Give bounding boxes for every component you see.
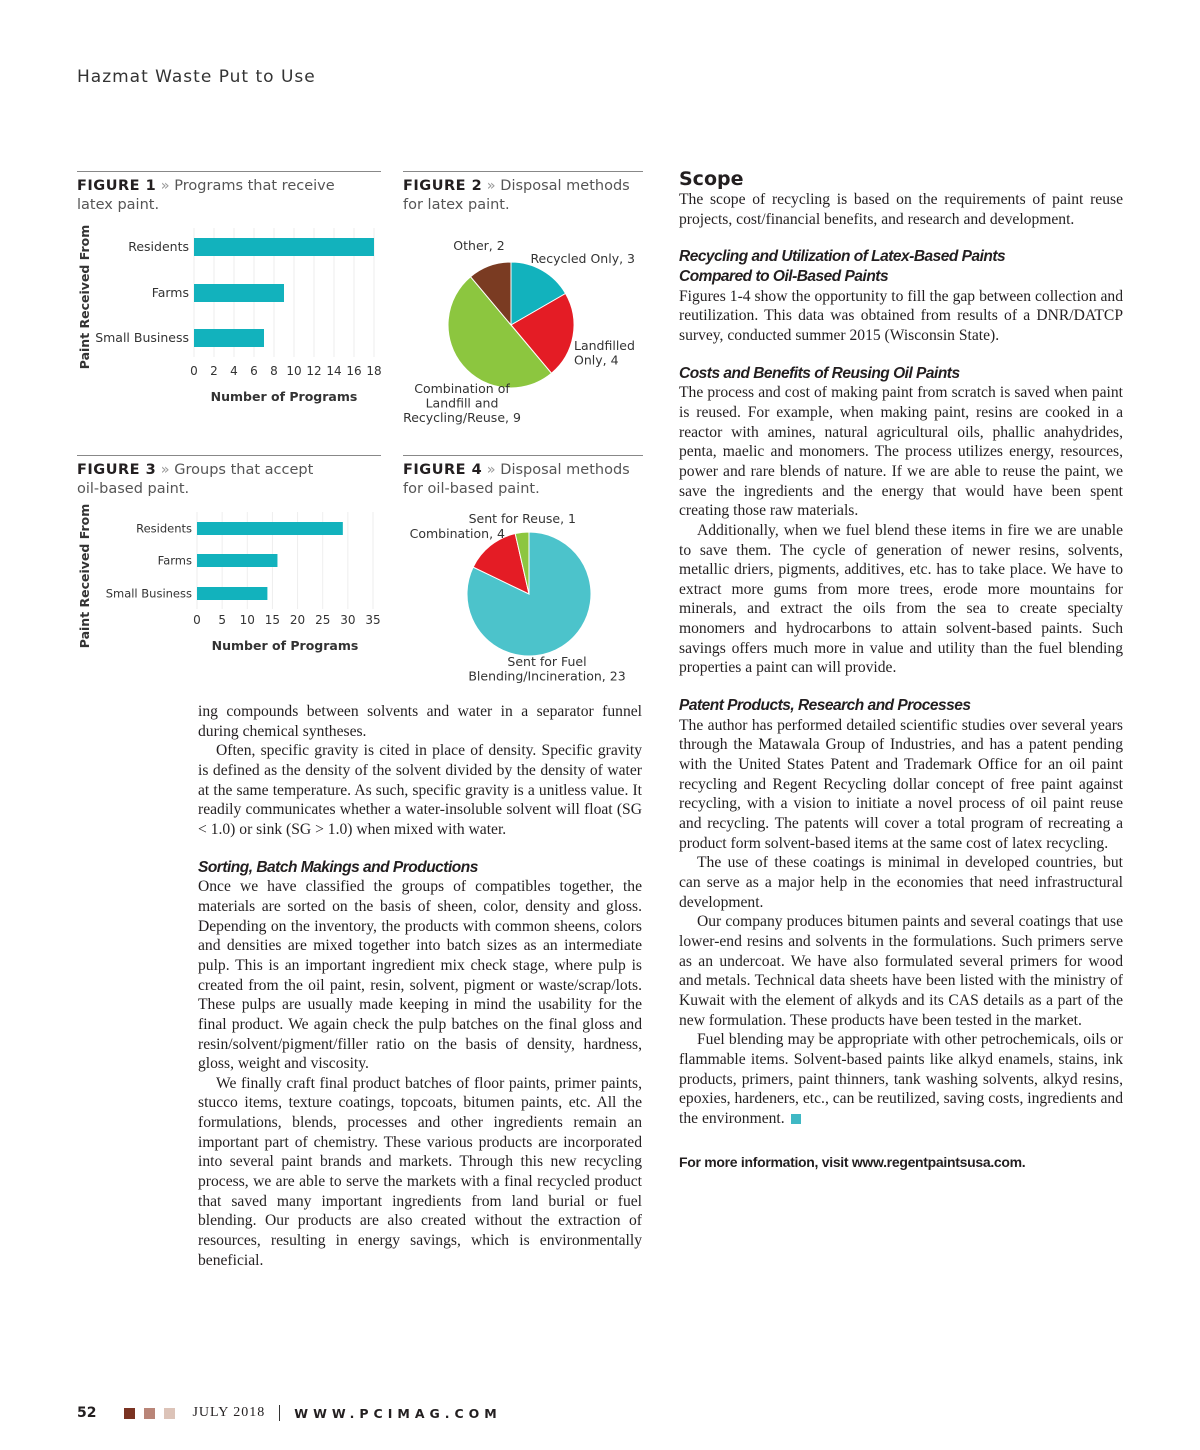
paragraph [679,1030,1123,1128]
slice-label: Combination, 4 [409,526,505,541]
x-tick-label: 16 [346,364,362,378]
paragraph: The use of these coatings is minimal in developed countries, but can serve as a major help in the economies that need infrastructural development. [679,854,1123,911]
x-tick-label: 2 [210,364,218,378]
category-label: Residents [128,239,189,254]
x-tick-label: 0 [190,364,198,378]
x-axis-title: Number of Programs [211,638,359,653]
figure-caption-text: Disposal methods for oil-based paint. [403,462,630,497]
paragraph: The scope of recycling is based on the requirements of paint reuse projects, cost/financial benefits, and research and development. [679,191,1123,228]
x-axis-title: Number of Programs [210,389,358,404]
x-tick-label: 0 [193,613,201,627]
chevron-icon: » [160,178,170,194]
figure-label: FIGURE 2 [403,178,483,194]
decorative-square-icon [164,1408,175,1419]
paragraph: We finally craft final product batches of floor paints, primer paints, stucco items, texture coatings, topcoats, bitumen paints, etc. All the formulations, blends, processes and other ingredients remain an important part of chemistry. These various products are incorporated into several paint brands and markets. Through this new recycling process, we are able to serve the markets with a final recycled product that saved many important ingredients from land burial or fuel blending. Our products are also created without the extraction of resources, resulting in energy savings, which is environmentally beneficial. [198,1074,642,1269]
slice-label: Only, 4 [574,352,619,368]
chevron-icon: » [486,178,496,194]
x-tick-label: 15 [264,613,281,627]
chevron-icon: » [486,462,496,478]
slice-label: Recycling/Reuse, 9 [403,410,521,425]
subheading: Costs and Benefits of Reusing Oil Paints [679,364,960,382]
x-tick-label: 8 [270,364,278,378]
y-axis-title: Paint Received From [77,503,92,649]
x-tick-label: 14 [326,364,342,378]
figure-caption-text: Disposal methods for latex paint. [403,178,630,213]
category-label: Farms [151,285,189,300]
x-tick-label: 18 [366,364,382,378]
section-title: Scope [679,168,744,190]
subheading [679,247,1123,286]
x-tick-label: 30 [340,613,356,627]
x-tick-label: 6 [250,364,258,378]
paragraph-text: Fuel blending may be appropriate with other petrochemicals, oils or flammable items. Solvent-based paints like alkyd enamels, stains, ink products, primers, paint thinners, tank washing solvents, alkyd resins, epoxies, hardeners, etc., can be reutilized, saving costs, ingredients and the environment. [679,1031,1123,1127]
slice-label: Other, 2 [453,238,505,253]
subheading-line: Recycling and Utilization of Latex-Based Paints [679,248,1006,266]
slice-label: Landfilled [574,338,635,353]
x-tick-label: 12 [306,364,322,378]
paragraph: Figures 1-4 show the opportunity to fill the gap between collection and reutilization. This data was obtained from results of a DNR/DATCP survey, conducted summer 2015 (Wisconsin State). [679,287,1123,344]
slice-label: Landfill and [425,395,499,411]
slice-label: Combination of [414,381,510,396]
paragraph: The process and cost of making paint from scratch is saved when paint is reused. For example, when making paint, resins are cooked in a reactor with amines, natural agricultural oils, phallic anahydrides, penta, maelic and monomers. The process utilizes energy, resources, power and rare blends of nature. If we are able to reuse the paint, we save the ingredients and the energy that would have been spent creating those raw materials. [679,384,1123,520]
issue-date: JULY 2018 [192,1405,266,1420]
x-tick-label: 4 [230,364,238,378]
left-column [198,702,642,1270]
paragraph: Often, specific gravity is cited in place of density. Specific gravity is defined as the density of the solvent divided by the density of water at the same temperature. As such, specific gravity is a unitless value. It readily communicates whether a water-insoluble solvent will float (SG < 1.0) or sink (SG > 1.0) when mixed with water. [198,742,642,838]
x-tick-label: 35 [365,613,381,627]
bar [194,238,374,256]
category-label: Farms [157,553,192,568]
paragraph: ing compounds between solvents and water in a separator funnel during chemical syntheses. [198,703,642,740]
site-url[interactable]: WWW.PCIMAG.COM [294,1405,502,1421]
bar [197,522,343,535]
paragraph: The author has performed detailed scientific studies over several years through the Matawala Group of Industries, and has a patent pending with the United States Patent and Trademark Office for an oil paint recycling and Regent Recycling dollar concept of free paint against recycling, with a vision to initiate a novel process of oil paint reuse and recycling. The patents will cover a total program of recreating a product form solvent-based items at the same cost of latex recycling. [679,716,1123,852]
paragraph: Once we have classified the groups of compatibles together, the materials are sorted on the basis of sheen, color, density and gloss. Depending on the inventory, the products with common sheens, colors and densities are mixed together into batch sizes as an intermediate pulp. This is an important ingredient mix check stage, where pulp is created from the oil paint, resin, solvent, pigment or waste/scrap/lots. These pulps are usually made keeping in mind the usability for the final product. We again check the pulp batches on the final gloss and resin/solvent/pigment/filler ratio on the basis of density, hardness, gloss, weight and viscosity. [198,878,642,1073]
category-label: Residents [136,521,192,536]
category-label: Small Business [95,330,189,345]
footer [77,1403,502,1423]
bar [197,554,277,567]
running-head: Hazmat Waste Put to Use [77,67,316,87]
more-info-link[interactable]: For more information, visit www.regentpaintsusa.com. [679,1153,1026,1170]
paragraph: Additionally, when we fuel blend these items in fire we are unable to save them. The cycle of generation of newer resins, solvents, metallic driers, pigments, additives, etc. has to take place. We have to extract more gums from more trees, erode more mountains for minerals, and extract the oils from the sea to create specialty monomers and hydrocarbons to attain solvent-based paints. Such savings offers much more in value and utility than the fuel blending properties a paint can will provide. [679,521,1123,677]
chevron-icon: » [160,462,170,478]
bar [194,284,284,302]
x-tick-label: 10 [286,364,302,378]
y-axis-title: Paint Received From [77,224,92,370]
x-tick-label: 25 [315,613,331,627]
figure-label: FIGURE 3 [77,462,157,478]
end-mark-icon [791,1114,801,1124]
x-tick-label: 10 [239,613,255,627]
right-column [679,168,1123,1172]
decorative-square-icon [124,1408,135,1419]
bar [194,329,264,347]
x-tick-label: 5 [218,613,226,627]
slice-label: Sent for Reuse, 1 [468,511,576,526]
decorative-square-icon [144,1408,155,1419]
figure-label: FIGURE 1 [77,178,157,194]
category-label: Small Business [105,586,192,601]
paragraph: Our company produces bitumen paints and several coatings that use lower-end resins and solvents in the formulations. Such primers serve as an undercoat. We have also formulated several primers for wood and metals. Technical data sheets have been listed with the ministry of Kuwait with the element of alkyds and its CAS details as a part of the new formulation. These products have been tested in the market. [679,913,1123,1029]
slice-label: Recycled Only, 3 [530,251,635,266]
slice-label: Blending/Incineration, 23 [468,668,626,684]
bar [197,587,267,600]
subheading: Sorting, Batch Makings and Productions [198,858,478,876]
slice-label: Sent for Fuel [507,654,587,669]
subheading-line: Compared to Oil-Based Paints [679,267,889,285]
figure-caption-text: Groups that accept oil-based paint. [77,462,314,497]
divider [279,1405,280,1421]
page-number: 52 [77,1405,97,1421]
figure-label: FIGURE 4 [403,462,483,478]
figure-caption-text: Programs that receive latex paint. [77,178,335,213]
subheading: Patent Products, Research and Processes [679,697,971,715]
x-tick-label: 20 [289,613,306,627]
